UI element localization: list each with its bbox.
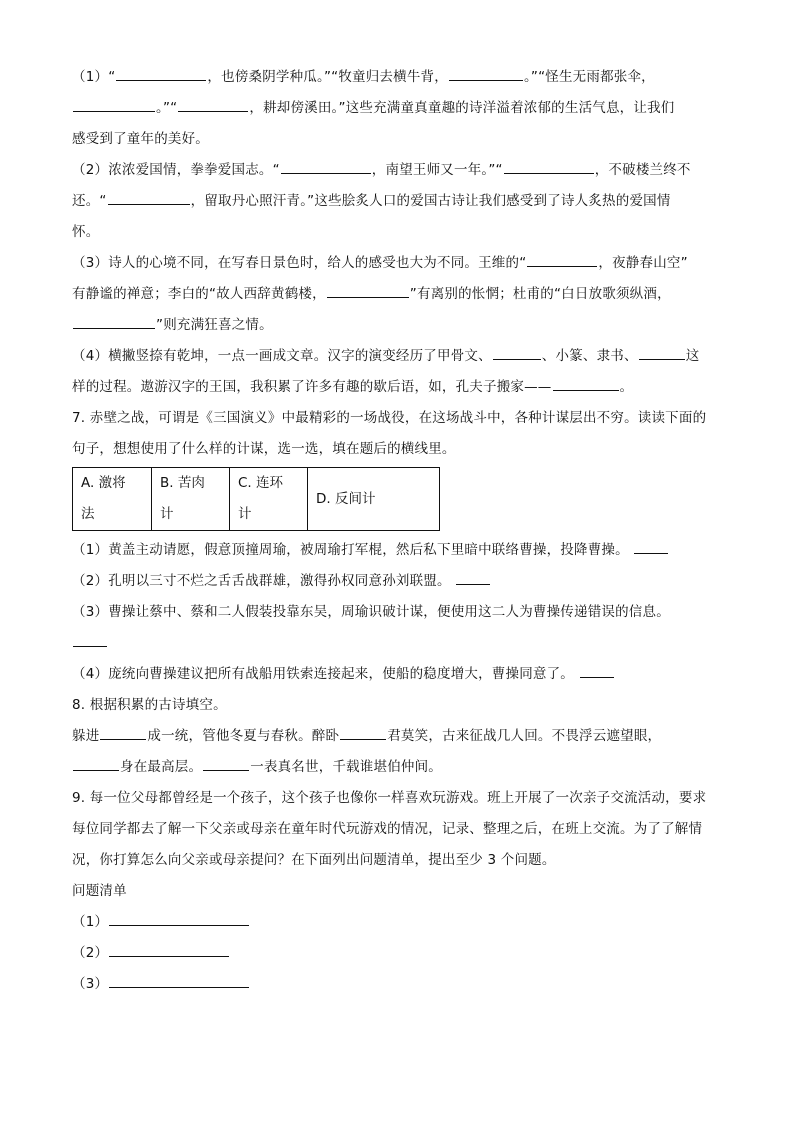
q9-line-2 (72, 814, 724, 845)
answer-blank[interactable] (527, 265, 597, 267)
q6-2-line-1 (72, 155, 724, 186)
text: 这 (685, 348, 700, 364)
q7-sentence-1 (72, 535, 724, 566)
q6-3-line-1 (72, 248, 724, 279)
question-text: 8. 根据积累的古诗填空。 (72, 697, 227, 713)
answer-blank[interactable] (73, 769, 119, 771)
q6-2-line-3 (72, 217, 724, 248)
q7-sentence-4 (72, 659, 724, 690)
sentence-text: （2）孔明以三寸不烂之舌舌战群雄，激得孙权同意孙刘联盟。 (72, 573, 451, 589)
option-c-top: C. 连环 (238, 475, 284, 491)
text: 还。“ (72, 193, 107, 209)
list-number: （1） (72, 914, 109, 930)
question-text: 况，你打算怎么向父亲或母亲提问？在下面列出问题清单，提出至少 3 个问题。 (72, 852, 556, 868)
question-text: 7. 赤壁之战，可谓是《三国演义》中最精彩的一场战役，在这场战斗中，各种计谋层出不穷。读读下面的 (72, 410, 707, 426)
option-d-label: D. 反间计 (316, 490, 376, 507)
option-a-top: A. 激将 (81, 475, 126, 491)
answer-blank[interactable] (327, 296, 409, 298)
option-b-top: B. 苦肉 (160, 475, 205, 491)
sentence-text: （3）曹操让蔡中、蔡和二人假装投靠东吴，周瑜识破计谋，便使用这二人为曹操传递错误的信息。 (72, 604, 670, 620)
q6-3-line-3 (72, 310, 724, 341)
answer-blank[interactable] (504, 172, 594, 174)
question-list-item-2 (72, 938, 724, 969)
question-list-item-3 (72, 969, 724, 1000)
q6-1-line-3 (72, 124, 724, 155)
sentence-text: （1）黄盖主动请愿，假意顶撞周瑜，被周瑜打军棍，然后私下里暗中联络曹操，投降曹操。 (72, 542, 629, 558)
text: ，留取丹心照汗青。”这些脍炙人口的爱国古诗让我们感受到了诗人炙热的爱国情 (190, 193, 671, 209)
text: ，不破楼兰终不 (594, 162, 691, 178)
answer-blank[interactable] (639, 358, 685, 360)
text: 躲进 (72, 728, 100, 744)
text: ，耕却傍溪田。”这些充满童真童趣的诗洋溢着浓郁的生活气息，让我们 (249, 100, 675, 116)
option-b (152, 468, 230, 531)
q6-3-line-2 (72, 279, 724, 310)
list-number: （3） (72, 976, 109, 992)
q6-4-line-2 (72, 372, 724, 403)
q7-sentence-3 (72, 597, 724, 628)
option-d (308, 468, 440, 531)
answer-blank[interactable] (493, 358, 541, 360)
list-title: 问题清单 (72, 883, 127, 899)
q9-line-1 (72, 783, 724, 814)
q7-sentence-2 (72, 566, 724, 597)
text: 、小篆、隶书、 (541, 348, 638, 364)
answer-blank[interactable] (340, 738, 386, 740)
answer-blank[interactable] (634, 552, 668, 554)
text: 。 (619, 379, 634, 395)
text: （2）浓浓爱国情，拳拳爱国志。“ (72, 162, 280, 178)
worksheet-page (72, 62, 724, 1000)
text: 成一统，管他冬夏与春秋。醉卧 (147, 728, 340, 744)
q6-4-line-1 (72, 341, 724, 372)
answer-blank[interactable] (73, 110, 155, 112)
list-number: （2） (72, 945, 109, 961)
q7-line-2 (72, 434, 724, 465)
text: 一表真名世，千载谁堪伯仲间。 (250, 759, 443, 775)
answer-blank[interactable] (116, 79, 206, 81)
question-text: 每位同学都去了解一下父亲或母亲在童年时代玩游戏的情况，记录、整理之后，在班上交流。为了了解情 (72, 821, 703, 837)
answer-blank[interactable] (100, 738, 146, 740)
text: ”有离别的怅惘；杜甫的“白日放歌须纵酒， (409, 286, 671, 302)
answer-blank[interactable] (580, 676, 614, 678)
text: （1）“ (72, 69, 116, 85)
answer-blank[interactable] (109, 955, 229, 957)
text: 身在最高层。 (120, 759, 203, 775)
text: 怀。 (72, 224, 100, 240)
q8-line-1 (72, 721, 724, 752)
text: 样的过程。遨游汉字的王国，我积累了许多有趣的歇后语，如，孔夫子搬家—— (72, 379, 552, 395)
text: ，南望王师又一年。”“ (371, 162, 503, 178)
answer-blank[interactable] (73, 645, 107, 647)
answer-blank[interactable] (203, 769, 249, 771)
q9-line-3 (72, 845, 724, 876)
answer-blank[interactable] (109, 924, 249, 926)
q6-1-line-2 (72, 93, 724, 124)
options-table (72, 467, 440, 531)
text: 有静谧的禅意；李白的“故人西辞黄鹤楼， (72, 286, 326, 302)
answer-blank[interactable] (281, 172, 371, 174)
text: ，夜静春山空” (598, 255, 688, 271)
text: ，也傍桑阴学种瓜。”“牧童归去横牛背， (207, 69, 448, 85)
text: 感受到了童年的美好。 (72, 131, 209, 147)
q7-sentence-3-answer (72, 628, 724, 659)
option-a-bottom: 法 (81, 506, 95, 522)
question-list-title (72, 876, 724, 907)
answer-blank[interactable] (553, 389, 619, 391)
question-text: 9. 每一位父母都曾经是一个孩子，这个孩子也像你一样喜欢玩游戏。班上开展了一次亲子交流活动，要求 (72, 790, 707, 806)
q6-2-line-2 (72, 186, 724, 217)
option-b-bottom: 计 (160, 506, 174, 522)
text: 。”“ (156, 100, 178, 116)
answer-blank[interactable] (449, 79, 523, 81)
answer-blank[interactable] (73, 327, 155, 329)
text: 。”“怪生无雨都张伞， (523, 69, 655, 85)
q7-line-1 (72, 403, 724, 434)
q6-1-line-1 (72, 62, 724, 93)
option-c-bottom: 计 (238, 506, 252, 522)
answer-blank[interactable] (456, 583, 490, 585)
answer-blank[interactable] (109, 986, 249, 988)
text: ”则充满狂喜之情。 (156, 317, 273, 333)
q8-title (72, 690, 724, 721)
text: （4）横撇竖捺有乾坤，一点一画成文章。汉字的演变经历了甲骨文、 (72, 348, 492, 364)
sentence-text: （4）庞统向曹操建议把所有战船用铁索连接起来，使船的稳度增大，曹操同意了。 (72, 666, 574, 682)
text: （3）诗人的心境不同，在写春日景色时，给人的感受也大为不同。王维的“ (72, 255, 527, 271)
option-c (230, 468, 308, 531)
question-list-item-1 (72, 907, 724, 938)
q8-line-2 (72, 752, 724, 783)
question-text: 句子，想想使用了什么样的计谋，选一选，填在题后的横线里。 (72, 441, 456, 457)
option-a (73, 468, 152, 531)
answer-blank[interactable] (108, 203, 190, 205)
answer-blank[interactable] (178, 110, 248, 112)
text: 君莫笑，古来征战几人回。不畏浮云遮望眼， (387, 728, 662, 744)
